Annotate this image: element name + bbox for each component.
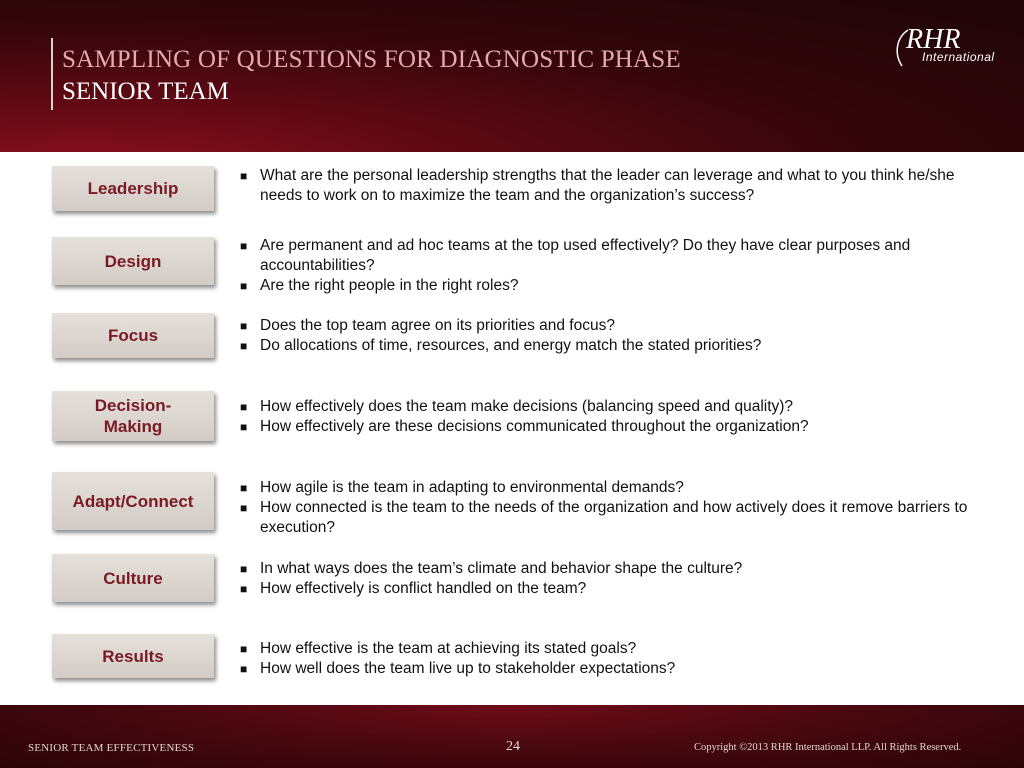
topic-label-decision-making: [52, 391, 214, 441]
bullet-icon: ■: [240, 400, 248, 414]
footer-label: SENIOR TEAM EFFECTIVENESS: [28, 742, 195, 754]
question-item: ■ How effectively does the team make decisions (balancing speed and quality)?: [240, 398, 794, 415]
logo-wordmark: RHR: [906, 24, 961, 55]
bullet-icon: ■: [240, 239, 248, 253]
question-item: ■ Are the right people in the right roles?: [240, 277, 519, 294]
question-item: ■ Are permanent and ad hoc teams at the top used effectively? Do they have clear purposes and accountabilities?: [240, 237, 911, 274]
question-item: ■ How connected is the team to the needs of the organization and how actively does it remove barriers to execution?: [240, 499, 968, 536]
question-item: ■ How effective is the team at achieving its stated goals?: [240, 640, 637, 657]
copyright-notice: Copyright ©2013 RHR International LLP. All Rights Reserved.: [694, 742, 962, 753]
question-item: ■ How well does the team live up to stakeholder expectations?: [240, 660, 676, 677]
bullet-icon: ■: [240, 642, 248, 656]
question-list: [240, 478, 990, 538]
topic-label-line: Decision-: [94, 396, 172, 415]
bullet-icon: ■: [240, 582, 248, 596]
topic-label-line: Making: [103, 417, 163, 436]
topic-label-focus: Focus: [52, 313, 214, 358]
bullet-icon: ■: [240, 562, 248, 576]
bullet-icon: ■: [240, 501, 248, 515]
question-item: ■ In what ways does the team’s climate and behavior shape the culture?: [240, 560, 743, 577]
logo-swoosh-icon: [892, 28, 912, 68]
page-number: 24: [506, 739, 520, 754]
company-logo: [906, 24, 995, 64]
bullet-icon: ■: [240, 420, 248, 434]
slide-footer: [0, 705, 1024, 768]
slide-subtitle: SENIOR TEAM: [62, 78, 229, 105]
question-list: [240, 397, 990, 437]
question-item: ■ Do allocations of time, resources, and energy match the stated priorities?: [240, 337, 762, 354]
topic-label-adapt-connect: Adapt/Connect: [52, 472, 214, 530]
question-item: ■ How effectively is conflict handled on the team?: [240, 580, 587, 597]
slide-title: SAMPLING OF QUESTIONS FOR DIAGNOSTIC PHASE: [62, 46, 681, 73]
topic-label-results: Results: [52, 634, 214, 678]
question-list: [240, 639, 990, 679]
bullet-icon: ■: [240, 169, 248, 183]
logo-subtext: International: [922, 50, 995, 64]
question-item: ■ How agile is the team in adapting to environmental demands?: [240, 479, 684, 496]
topic-label-design: Design: [52, 237, 214, 285]
topic-label-culture: Culture: [52, 554, 214, 602]
topic-label-leadership: Leadership: [52, 166, 214, 211]
slide-header: [0, 0, 1024, 152]
question-list: [240, 559, 990, 599]
question-list: [240, 166, 990, 206]
header-divider: [51, 38, 53, 110]
bullet-icon: ■: [240, 319, 248, 333]
question-list: [240, 316, 990, 356]
question-item: ■ How effectively are these decisions communicated throughout the organization?: [240, 418, 809, 435]
bullet-icon: ■: [240, 481, 248, 495]
bullet-icon: ■: [240, 279, 248, 293]
question-list: [240, 236, 990, 296]
bullet-icon: ■: [240, 662, 248, 676]
bullet-icon: ■: [240, 339, 248, 353]
question-item: ■ What are the personal leadership strengths that the leader can leverage and what to you think he/she needs to work on to maximize the team and the organization’s success?: [240, 167, 955, 204]
question-item: ■ Does the top team agree on its priorities and focus?: [240, 317, 615, 334]
